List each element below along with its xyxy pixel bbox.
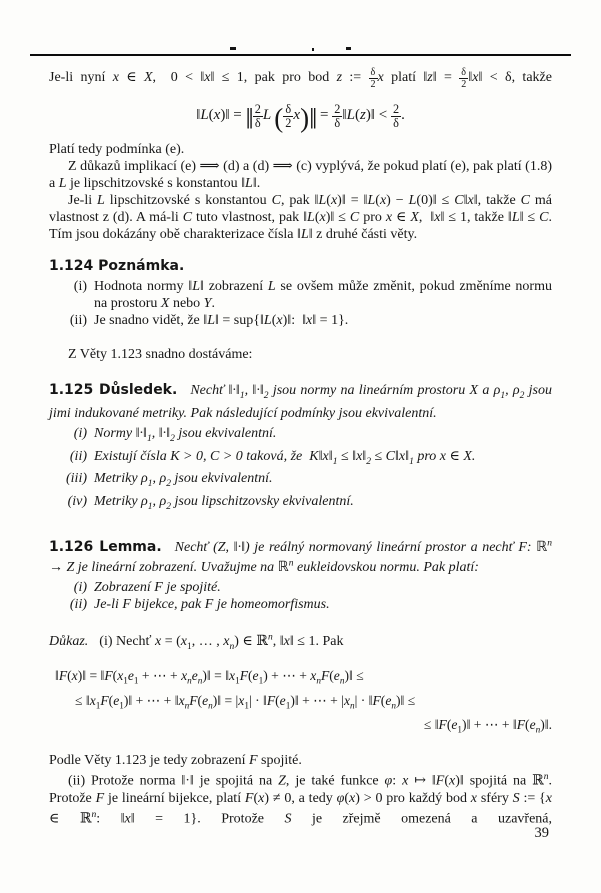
paragraph: Z důkazů implikací (e) ⟹ (d) a (d) ⟹ (c) vyplývá, že pokud platí (e), pak platí (1.8) a L je lipschitzovské s konstantou ‖L‖. bbox=[49, 159, 552, 192]
lemma-statement: Nechť (Z, ‖·‖) je reálný normovaný lineární prostor a nechť F: ℝ$^n$ → Z je lineární zobrazení. Uvažujme na ℝ$^n$ eukleidovskou normu. Pak platí: bbox=[49, 538, 553, 576]
item-text: Hodnota normy ‖L‖ zobrazení L se ovšem může změnit, pokud změníme normu na prostoru X nebo Y. bbox=[94, 279, 552, 312]
lemma-number-title: 1.126 Lemma. bbox=[49, 538, 162, 555]
corollary-items bbox=[49, 425, 552, 516]
page-content bbox=[49, 67, 552, 827]
item-text: Normy $‖\cdot‖_1$, $‖\cdot‖_2$ jsou ekvivalentní. bbox=[94, 425, 277, 444]
item-label: (ii) bbox=[69, 313, 87, 329]
paragraph: Podle Věty 1.123 je tedy zobrazení F spojité. bbox=[49, 753, 302, 768]
list-item bbox=[49, 596, 552, 613]
remark-title: Poznámka. bbox=[98, 258, 185, 275]
proof-intro: (i) Nechť $x = (x_1$, … , $x_n$) ∈ ℝ$^n$, ‖x‖ ≤ 1. Pak bbox=[99, 632, 344, 652]
item-text: Metriky $\rho_1$, $\rho_2$ jsou lipschitzovsky ekvivalentní. bbox=[94, 494, 354, 513]
item-text: Je snadno vidět, že ‖L‖ = sup{‖L(x)‖: ‖x‖ = 1}. bbox=[94, 313, 349, 329]
list-item bbox=[49, 278, 552, 312]
lemma-items bbox=[49, 579, 552, 613]
paragraph: Platí tedy podmínka (e). bbox=[49, 142, 185, 158]
list-item bbox=[49, 470, 552, 493]
header-rule bbox=[30, 54, 571, 56]
list-item bbox=[49, 312, 552, 329]
item-text: Existují čísla K > 0, C > 0 taková, že $K‖x‖_1$ ≤ $‖x‖_2$ ≤ $C‖x‖_1$ pro x ∈ X. bbox=[94, 448, 476, 467]
list-item bbox=[49, 493, 552, 516]
paragraph-bridge: Z Věty 1.123 snadno dostáváme: bbox=[68, 347, 253, 363]
item-label: (i) bbox=[73, 425, 87, 441]
item-label: (iv) bbox=[67, 494, 87, 510]
list-item bbox=[49, 579, 552, 596]
proof-paragraph bbox=[49, 629, 552, 655]
item-label: (ii) bbox=[69, 448, 87, 464]
item-text: Metriky $\rho_1$, $\rho_2$ jsou ekvivalentní. bbox=[94, 471, 273, 490]
corollary-statement: Nechť $‖\cdot‖_1$, $‖\cdot‖_2$ jsou normy na lineárním prostoru X a $\rho_1$, $\rho_2$ jsou jimi indukované metriky. Pak následující podmínky jsou ekvivalentní. bbox=[49, 383, 552, 421]
equation-line: ≤ $‖F(e_1)‖$ + ⋯ + $‖F(e_n)‖$. bbox=[423, 717, 552, 735]
list-item bbox=[49, 425, 552, 448]
item-label: (i) bbox=[73, 279, 87, 295]
corollary-heading bbox=[49, 382, 552, 422]
equation-line: ≤ $‖x_1F(e_1)‖$ + ⋯ + $‖x_nF(e_n)‖ = |x_1|$ · $‖F(e_1)‖$ + ⋯ + $|x_n|$ · $‖F(e_n)‖$ ≤ bbox=[75, 692, 416, 711]
item-label: (ii) bbox=[69, 597, 87, 613]
header-artifact bbox=[230, 47, 236, 50]
remark-number: 1.124 bbox=[49, 258, 94, 275]
paragraph-intro: Je-li nyní x ∈ X, 0 < ‖x‖ ≤ 1, pak pro bod z := $\frac{\delta}{2}$ x platí ‖z‖ = $\frac{\delta}{2}$ ‖x‖ < δ, takže bbox=[49, 67, 552, 91]
display-equation bbox=[49, 666, 552, 740]
paragraph: Je-li L lipschitzovské s konstantou C, pak ‖L(x)‖ = ‖L(x) − L(0)‖ ≤ C‖x‖, takže C má vlastnost z (d). A má-li C tuto vlastnost, pak ‖L(x)‖ ≤ C pro x ∈ X, ‖x‖ ≤ 1, takže ‖L‖ ≤ C. Tím jsou dokázány obě charakterizace čísla ‖L‖ z druhé části věty. bbox=[49, 193, 553, 243]
paragraph: (ii) Protože norma ‖·‖ je spojitá na Z, je také funkce φ: x ↦ ‖F(x)‖ spojitá na ℝ$^n$. Protože F je lineární bijekce, platí F(x) ≠ 0, a tedy φ(x) > 0 pro každý bod x sféry S := {x ∈ ℝ$^n$: ‖x‖ = 1}. Protože S je zřejmě omezená a uzavřená, bbox=[49, 772, 553, 827]
list-item bbox=[49, 448, 552, 471]
item-label: (i) bbox=[73, 580, 87, 596]
proof-label: Důkaz. bbox=[49, 634, 89, 650]
item-label: (iii) bbox=[66, 471, 87, 487]
display-equation: ‖L(x)‖ = ‖ $\frac{2}{\delta}$ L ( $\frac{\delta}{2}$ x)‖ = $\frac{2}{\delta}$ ‖L(z)‖ < $\frac{2}{\delta}$ . bbox=[196, 101, 405, 135]
page-number: 39 bbox=[534, 825, 549, 841]
header-artifact bbox=[312, 48, 314, 51]
item-text: Zobrazení F je spojité. bbox=[94, 580, 221, 596]
lemma-heading bbox=[49, 535, 552, 576]
item-text: Je-li F bijekce, pak F je homeomorfismus. bbox=[94, 597, 330, 613]
corollary-number-title: 1.125 Důsledek. bbox=[49, 382, 178, 399]
header-artifact bbox=[346, 47, 351, 50]
remark-heading bbox=[49, 258, 552, 275]
equation-line: ‖F(x)‖ = $‖F(x_1e_1$ + ⋯ + $x_ne_n)‖$ = $‖x_1F(e_1)$ + ⋯ + $x_nF(e_n)‖$ ≤ bbox=[55, 667, 364, 686]
remark-items bbox=[49, 278, 552, 329]
